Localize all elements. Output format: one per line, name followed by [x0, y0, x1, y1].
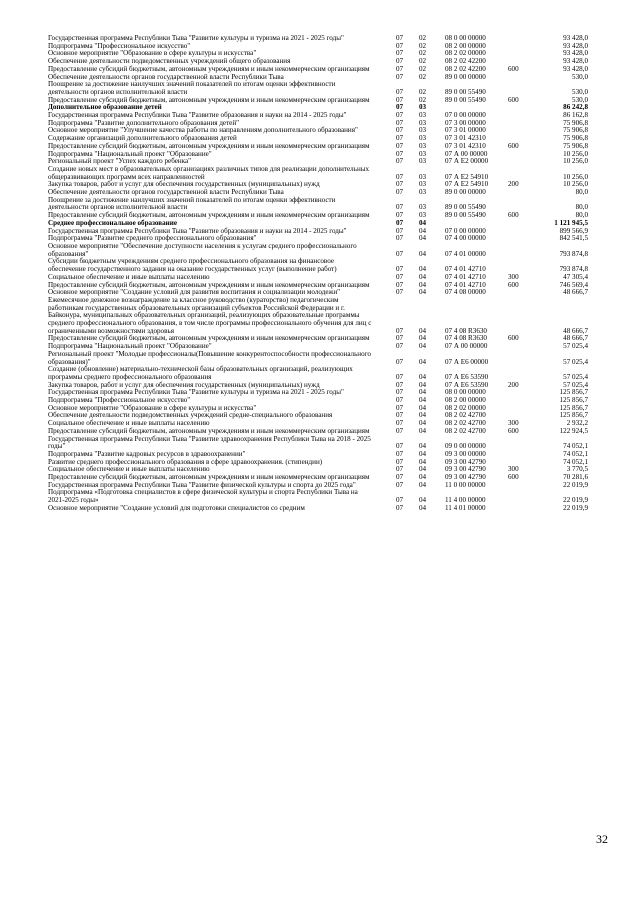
- target-article-code: 07 3 01 42310: [445, 134, 486, 143]
- row-name: Социальное обеспечение и иные выплаты населению: [48, 272, 210, 281]
- amount: 75 906,8: [563, 118, 588, 127]
- subsection-code: 04: [419, 480, 427, 489]
- amount: 86 162,8: [563, 111, 588, 120]
- row-name: Ежемесячное денежное вознаграждение за классное руководство (кураторство) педагогическим работникам государственных образовательных организаций субъектов Российской Федерации и г. Байконура, муниципальных образовательных организаций, реализующих образовательные программы среднего профессионального образования, в том числе программы профессионального обучения для лиц с ограниченными возможностями здоровья: [48, 295, 372, 335]
- expense-type-code: 300: [508, 465, 519, 474]
- section-code: 07: [396, 396, 404, 405]
- target-article-code: 11 0 00 00000: [445, 480, 486, 489]
- table-row: [48, 436, 588, 451]
- section-code: 07: [396, 403, 404, 412]
- subsection-code: 04: [419, 457, 427, 466]
- amount: 57 025,4: [563, 357, 588, 366]
- row-name: Дополнительное образование детей: [48, 103, 162, 112]
- row-name: Подпрограмма "Национальный проект "Образование": [48, 342, 212, 351]
- row-name: Предоставление субсидий бюджетным, автономным учреждениям и иным некоммерческим организациям: [48, 334, 370, 343]
- subsection-code: 03: [419, 203, 427, 212]
- target-article-code: 08 2 00 00000: [445, 396, 486, 405]
- expense-type-code: 300: [508, 272, 519, 281]
- subsection-code: 04: [419, 496, 427, 505]
- target-article-code: 08 0 00 00000: [445, 34, 486, 42]
- subsection-code: 04: [419, 426, 427, 435]
- target-article-code: 07 3 00 00000: [445, 118, 486, 127]
- subsection-code: 04: [419, 419, 427, 428]
- target-article-code: 07 0 00 00000: [445, 111, 486, 120]
- subsection-code: 03: [419, 188, 427, 197]
- target-article-code: 11 4 00 00000: [445, 496, 486, 505]
- section-code: 07: [396, 342, 404, 351]
- row-name: Основное мероприятие "Улучшение качества работы по направлениям дополнительного образования": [48, 126, 358, 135]
- section-code: 07: [396, 480, 404, 489]
- section-code: 07: [396, 49, 404, 58]
- row-name: Среднее профессиональное образование: [48, 218, 177, 227]
- target-article-code: 07 А Е6 53590: [445, 380, 489, 389]
- amount: 122 924,5: [559, 426, 588, 435]
- target-article-code: 09 3 00 42790: [445, 465, 486, 474]
- row-name: Содержание организаций дополнительного образования детей: [48, 134, 237, 143]
- section-code: 07: [396, 226, 404, 235]
- row-name: Предоставление субсидий бюджетным, автономным учреждениям и иным некоммерческим организациям: [48, 473, 370, 482]
- section-code: 07: [396, 126, 404, 135]
- amount: 48 666,7: [563, 334, 588, 343]
- subsection-code: 02: [419, 64, 427, 73]
- amount: 47 305,4: [563, 272, 588, 281]
- expense-type-code: 600: [508, 211, 519, 220]
- row-name: Региональный проект "Успех каждого ребенка": [48, 157, 192, 166]
- amount: 74 052,1: [563, 449, 588, 458]
- target-article-code: 07 А Е6 00000: [445, 357, 489, 366]
- amount: 22 019,9: [563, 480, 588, 489]
- target-article-code: 11 4 01 00000: [445, 503, 486, 512]
- section-code: 07: [396, 265, 404, 274]
- subsection-code: 04: [419, 503, 427, 512]
- subsection-code: 03: [419, 157, 427, 166]
- section-code: 07: [396, 372, 404, 381]
- row-name: Основное мероприятие "Создание условий для подготовки специалистов со средним: [48, 503, 305, 512]
- table-row: [48, 489, 588, 504]
- section-code: 07: [396, 503, 404, 512]
- amount: 75 906,8: [563, 141, 588, 150]
- amount: 75 906,8: [563, 134, 588, 143]
- subsection-code: 02: [419, 49, 427, 58]
- row-name: Государственная программа Республики Тыва "Развитие культуры и туризма на 2021 - 2025 годы": [48, 34, 344, 42]
- subsection-code: 04: [419, 411, 427, 420]
- budget-table: [48, 35, 588, 513]
- subsection-code: 02: [419, 41, 427, 50]
- row-name: Подпрограмма "Профессиональное искусство": [48, 41, 191, 50]
- row-name: Предоставление субсидий бюджетным, автономным учреждениям и иным некоммерческим организациям: [48, 280, 370, 289]
- subsection-code: 04: [419, 473, 427, 482]
- amount: 1 121 945,5: [554, 218, 588, 227]
- amount: 93 428,0: [563, 57, 588, 66]
- section-code: 07: [396, 41, 404, 50]
- subsection-code: 04: [419, 388, 427, 397]
- section-code: 07: [396, 449, 404, 458]
- row-name: Основное мероприятие "Образование в сфере культуры и искусства": [48, 403, 257, 412]
- section-code: 07: [396, 388, 404, 397]
- amount: 86 242,8: [563, 103, 588, 112]
- subsection-code: 04: [419, 465, 427, 474]
- target-article-code: 07 4 08 R3630: [445, 334, 487, 343]
- section-code: 07: [396, 280, 404, 289]
- amount: 80,0: [575, 188, 588, 197]
- subsection-code: 03: [419, 111, 427, 120]
- expense-type-code: 300: [508, 419, 519, 428]
- amount: 10 256,0: [563, 157, 588, 166]
- subsection-code: 04: [419, 226, 427, 235]
- amount: 3 770,5: [566, 465, 588, 474]
- row-name: Подпрограмма "Развитие дополнительного образования детей": [48, 118, 240, 127]
- target-article-code: 08 2 02 00000: [445, 49, 486, 58]
- section-code: 07: [396, 457, 404, 466]
- subsection-code: 02: [419, 72, 427, 81]
- section-code: 07: [396, 157, 404, 166]
- target-article-code: 07 0 00 00000: [445, 226, 486, 235]
- target-article-code: 08 2 02 42200: [445, 57, 486, 66]
- section-code: 07: [396, 87, 404, 96]
- amount: 125 856,7: [559, 396, 588, 405]
- target-article-code: 89 0 00 55490: [445, 95, 486, 104]
- table-row: [48, 243, 588, 258]
- row-name: Создание (обновление) материально-технической базы образовательных организаций, реализующих программы среднего профессионального образования: [48, 365, 353, 381]
- row-name: Основное мероприятие "Создание условий для развития воспитания и социализации молодежи": [48, 288, 341, 297]
- subsection-code: 04: [419, 449, 427, 458]
- row-name: Закупка товаров, работ и услуг для обеспечения государственных (муниципальных) нужд: [48, 380, 320, 389]
- target-article-code: 89 0 00 00000: [445, 188, 486, 197]
- row-name: Подпрограмма "Профессиональное искусство": [48, 396, 191, 405]
- subsection-code: 04: [419, 234, 427, 243]
- row-name: Региональный проект "Молодые профессионалы(Повышение конкурентоспособности профессионального образования)": [48, 349, 371, 366]
- amount: 530,0: [572, 72, 588, 81]
- target-article-code: 08 2 02 42200: [445, 64, 486, 73]
- amount: 10 256,0: [563, 149, 588, 158]
- row-name: Развитие среднего профессионального образования в сфере здравоохранения. (стипендии): [48, 457, 323, 466]
- target-article-code: 89 0 00 55490: [445, 87, 486, 96]
- amount: 10 256,0: [563, 180, 588, 189]
- amount: 93 428,0: [563, 64, 588, 73]
- row-name: Государственная программа Республики Тыва "Развитие образования и науки на 2014 - 2025 годы": [48, 111, 347, 120]
- section-code: 07: [396, 218, 404, 227]
- subsection-code: 03: [419, 180, 427, 189]
- amount: 93 428,0: [563, 49, 588, 58]
- section-code: 07: [396, 180, 404, 189]
- table-row: [48, 197, 588, 212]
- amount: 57 025,4: [563, 372, 588, 381]
- amount: 57 025,4: [563, 380, 588, 389]
- subsection-code: 04: [419, 396, 427, 405]
- target-article-code: 08 0 00 00000: [445, 388, 486, 397]
- amount: 48 666,7: [563, 326, 588, 335]
- amount: 2 932,2: [566, 419, 588, 428]
- row-name: Предоставление субсидий бюджетным, автономным учреждениям и иным некоммерческим организациям: [48, 95, 370, 104]
- section-code: 07: [396, 496, 404, 505]
- subsection-code: 04: [419, 334, 427, 343]
- amount: 57 025,4: [563, 342, 588, 351]
- row-name: Социальное обеспечение и иные выплаты населению: [48, 419, 210, 428]
- target-article-code: 09 3 00 42790: [445, 457, 486, 466]
- amount: 530,0: [572, 87, 588, 96]
- target-article-code: 09 3 00 42790: [445, 473, 486, 482]
- table-row: [48, 351, 588, 366]
- target-article-code: 07 4 01 42710: [445, 280, 486, 289]
- amount: 842 541,5: [559, 234, 588, 243]
- row-name: Субсидии бюджетным учреждениям среднего профессионального образования на финансовое обеспечение государственного задания на оказание государственных услуг (выполнение работ): [48, 257, 337, 274]
- section-code: 07: [396, 95, 404, 104]
- table-row: [48, 505, 588, 513]
- target-article-code: 07 3 01 42310: [445, 141, 486, 150]
- row-name: Поощрение за достижение наилучших значений показателей по итогам оценки эффективности деятельности органов исполнительной власти: [48, 195, 336, 212]
- subsection-code: 02: [419, 34, 427, 42]
- table-row: [48, 366, 588, 381]
- target-article-code: 09 0 00 00000: [445, 442, 486, 451]
- table-row: [48, 166, 588, 181]
- subsection-code: 04: [419, 403, 427, 412]
- section-code: 07: [396, 103, 404, 112]
- section-code: 07: [396, 111, 404, 120]
- target-article-code: 08 2 02 42700: [445, 411, 486, 420]
- section-code: 07: [396, 442, 404, 451]
- expense-type-code: 600: [508, 64, 519, 73]
- subsection-code: 04: [419, 288, 427, 297]
- amount: 746 569,4: [559, 280, 588, 289]
- amount: 530,0: [572, 95, 588, 104]
- amount: 793 874,8: [559, 249, 588, 258]
- amount: 75 906,8: [563, 126, 588, 135]
- row-name: Предоставление субсидий бюджетным, автономным учреждениям и иным некоммерческим организациям: [48, 64, 370, 73]
- amount: 10 256,0: [563, 172, 588, 181]
- expense-type-code: 600: [508, 141, 519, 150]
- amount: 70 281,6: [563, 473, 588, 482]
- amount: 125 856,7: [559, 388, 588, 397]
- section-code: 07: [396, 134, 404, 143]
- amount: 899 566,9: [559, 226, 588, 235]
- row-name: Обеспечение деятельности подведомственных учреждений общего образования: [48, 57, 291, 66]
- section-code: 07: [396, 465, 404, 474]
- section-code: 07: [396, 272, 404, 281]
- subsection-code: 03: [419, 149, 427, 158]
- row-name: Государственная программа Республики Тыва "Развитие здравоохранения Республики Тыва на 2018 - 2025 годы": [48, 434, 371, 451]
- section-code: 07: [396, 473, 404, 482]
- amount: 125 856,7: [559, 411, 588, 420]
- subsection-code: 04: [419, 357, 427, 366]
- subsection-code: 03: [419, 172, 427, 181]
- target-article-code: 08 2 02 42700: [445, 419, 486, 428]
- section-code: 07: [396, 118, 404, 127]
- section-code: 07: [396, 211, 404, 220]
- section-code: 07: [396, 172, 404, 181]
- target-article-code: 89 0 00 55490: [445, 211, 486, 220]
- amount: 93 428,0: [563, 41, 588, 50]
- expense-type-code: 200: [508, 180, 519, 189]
- section-code: 07: [396, 188, 404, 197]
- target-article-code: 07 4 00 00000: [445, 234, 486, 243]
- target-article-code: 07 А Е2 54910: [445, 172, 489, 181]
- target-article-code: 08 2 02 42700: [445, 426, 486, 435]
- section-code: 07: [396, 411, 404, 420]
- subsection-code: 02: [419, 95, 427, 104]
- section-code: 07: [396, 326, 404, 335]
- subsection-code: 04: [419, 372, 427, 381]
- subsection-code: 04: [419, 272, 427, 281]
- subsection-code: 04: [419, 249, 427, 258]
- section-code: 07: [396, 57, 404, 66]
- target-article-code: 08 2 02 00000: [445, 403, 486, 412]
- amount: 80,0: [575, 203, 588, 212]
- expense-type-code: 600: [508, 334, 519, 343]
- section-code: 07: [396, 419, 404, 428]
- row-name: Подпрограмма "Развитие среднего профессионального образования": [48, 234, 257, 243]
- target-article-code: 07 4 08 00000: [445, 288, 486, 297]
- expense-type-code: 600: [508, 95, 519, 104]
- row-name: Предоставление субсидий бюджетным, автономным учреждениям и иным некоммерческим организациям: [48, 211, 370, 220]
- target-article-code: 07 А 00 00000: [445, 342, 488, 351]
- target-article-code: 08 2 00 00000: [445, 41, 486, 50]
- subsection-code: 04: [419, 442, 427, 451]
- expense-type-code: 200: [508, 380, 519, 389]
- section-code: 07: [396, 64, 404, 73]
- amount: 93 428,0: [563, 34, 588, 42]
- row-name: Обеспечение деятельности подведомственных учреждений средне-специального образования: [48, 411, 333, 420]
- target-article-code: 09 3 00 00000: [445, 449, 486, 458]
- section-code: 07: [396, 34, 404, 42]
- row-name: Предоставление субсидий бюджетным, автономным учреждениям и иным некоммерческим организациям: [48, 141, 370, 150]
- amount: 80,0: [575, 211, 588, 220]
- amount: 125 856,7: [559, 403, 588, 412]
- target-article-code: 07 4 01 00000: [445, 249, 486, 258]
- expense-type-code: 600: [508, 473, 519, 482]
- amount: 74 052,1: [563, 442, 588, 451]
- subsection-code: 02: [419, 57, 427, 66]
- amount: 22 019,9: [563, 496, 588, 505]
- row-name: Подпрограмма "Развитие кадровых ресурсов в здравоохранении": [48, 449, 246, 458]
- target-article-code: 07 А Е2 00000: [445, 157, 489, 166]
- page-number: 32: [596, 832, 608, 846]
- target-article-code: 07 А Е6 53590: [445, 372, 489, 381]
- amount: 48 666,7: [563, 288, 588, 297]
- row-name: Государственная программа Республики Тыва "Развитие культуры и туризма на 2021 - 2025 годы": [48, 388, 344, 397]
- target-article-code: 07 А Е2 54910: [445, 180, 489, 189]
- amount: 74 052,1: [563, 457, 588, 466]
- row-name: Обеспечение деятельности органов государственной власти Республики Тыва: [48, 188, 284, 197]
- section-code: 07: [396, 426, 404, 435]
- target-article-code: 89 0 00 00000: [445, 72, 486, 81]
- target-article-code: 07 4 01 42710: [445, 272, 486, 281]
- subsection-code: 04: [419, 380, 427, 389]
- subsection-code: 03: [419, 141, 427, 150]
- subsection-code: 03: [419, 103, 427, 112]
- subsection-code: 04: [419, 218, 427, 227]
- amount: 22 019,9: [563, 503, 588, 512]
- subsection-code: 04: [419, 342, 427, 351]
- table-row: [48, 297, 588, 336]
- row-name: Подпрограмма «Подготовка специалистов в сфере физической культуры и спорта Республики Тыва на 2021-2025 годы»: [48, 488, 358, 505]
- target-article-code: 07 4 01 42710: [445, 265, 486, 274]
- section-code: 07: [396, 334, 404, 343]
- section-code: 07: [396, 249, 404, 258]
- row-name: Обеспечение деятельности органов государственной власти Республики Тыва: [48, 72, 284, 81]
- subsection-code: 03: [419, 126, 427, 135]
- target-article-code: 07 А 00 00000: [445, 149, 488, 158]
- section-code: 07: [396, 203, 404, 212]
- subsection-code: 04: [419, 280, 427, 289]
- target-article-code: 07 3 01 00000: [445, 126, 486, 135]
- table-row: [48, 81, 588, 96]
- section-code: 07: [396, 288, 404, 297]
- section-code: 07: [396, 149, 404, 158]
- row-name: Основное мероприятие "Обеспечение доступности населения к услугам среднего профессионального образования": [48, 241, 357, 258]
- expense-type-code: 600: [508, 426, 519, 435]
- section-code: 07: [396, 234, 404, 243]
- section-code: 07: [396, 357, 404, 366]
- row-name: Создание новых мест в образовательных организациях различных типов для реализации дополнительных общеразвивающих программ всех направленностей: [48, 164, 370, 181]
- amount: 793 874,8: [559, 265, 588, 274]
- section-code: 07: [396, 141, 404, 150]
- row-name: Поощрение за достижение наилучших значений показателей по итогам оценки эффективности деятельности органов исполнительной власти: [48, 80, 336, 96]
- section-code: 07: [396, 72, 404, 81]
- subsection-code: 04: [419, 265, 427, 274]
- subsection-code: 03: [419, 118, 427, 127]
- row-name: Государственная программа Республики Тыва "Развитие физической культуры и спорта до 2025 года": [48, 480, 356, 489]
- target-article-code: 89 0 00 55490: [445, 203, 486, 212]
- section-code: 07: [396, 380, 404, 389]
- subsection-code: 02: [419, 87, 427, 96]
- row-name: Основное мероприятие "Образование в сфере культуры и искусства": [48, 49, 257, 58]
- row-name: Подпрограмма "Национальный проект "Образование": [48, 149, 212, 158]
- row-name: Закупка товаров, работ и услуг для обеспечения государственных (муниципальных) нужд: [48, 180, 320, 189]
- subsection-code: 04: [419, 326, 427, 335]
- expense-type-code: 600: [508, 280, 519, 289]
- subsection-code: 03: [419, 211, 427, 220]
- subsection-code: 03: [419, 134, 427, 143]
- target-article-code: 07 4 08 R3630: [445, 326, 487, 335]
- table-row: [48, 258, 588, 273]
- row-name: Государственная программа Республики Тыва "Развитие образования и науки на 2014 - 2025 годы": [48, 226, 347, 235]
- row-name: Социальное обеспечение и иные выплаты населению: [48, 465, 210, 474]
- row-name: Предоставление субсидий бюджетным, автономным учреждениям и иным некоммерческим организациям: [48, 426, 370, 435]
